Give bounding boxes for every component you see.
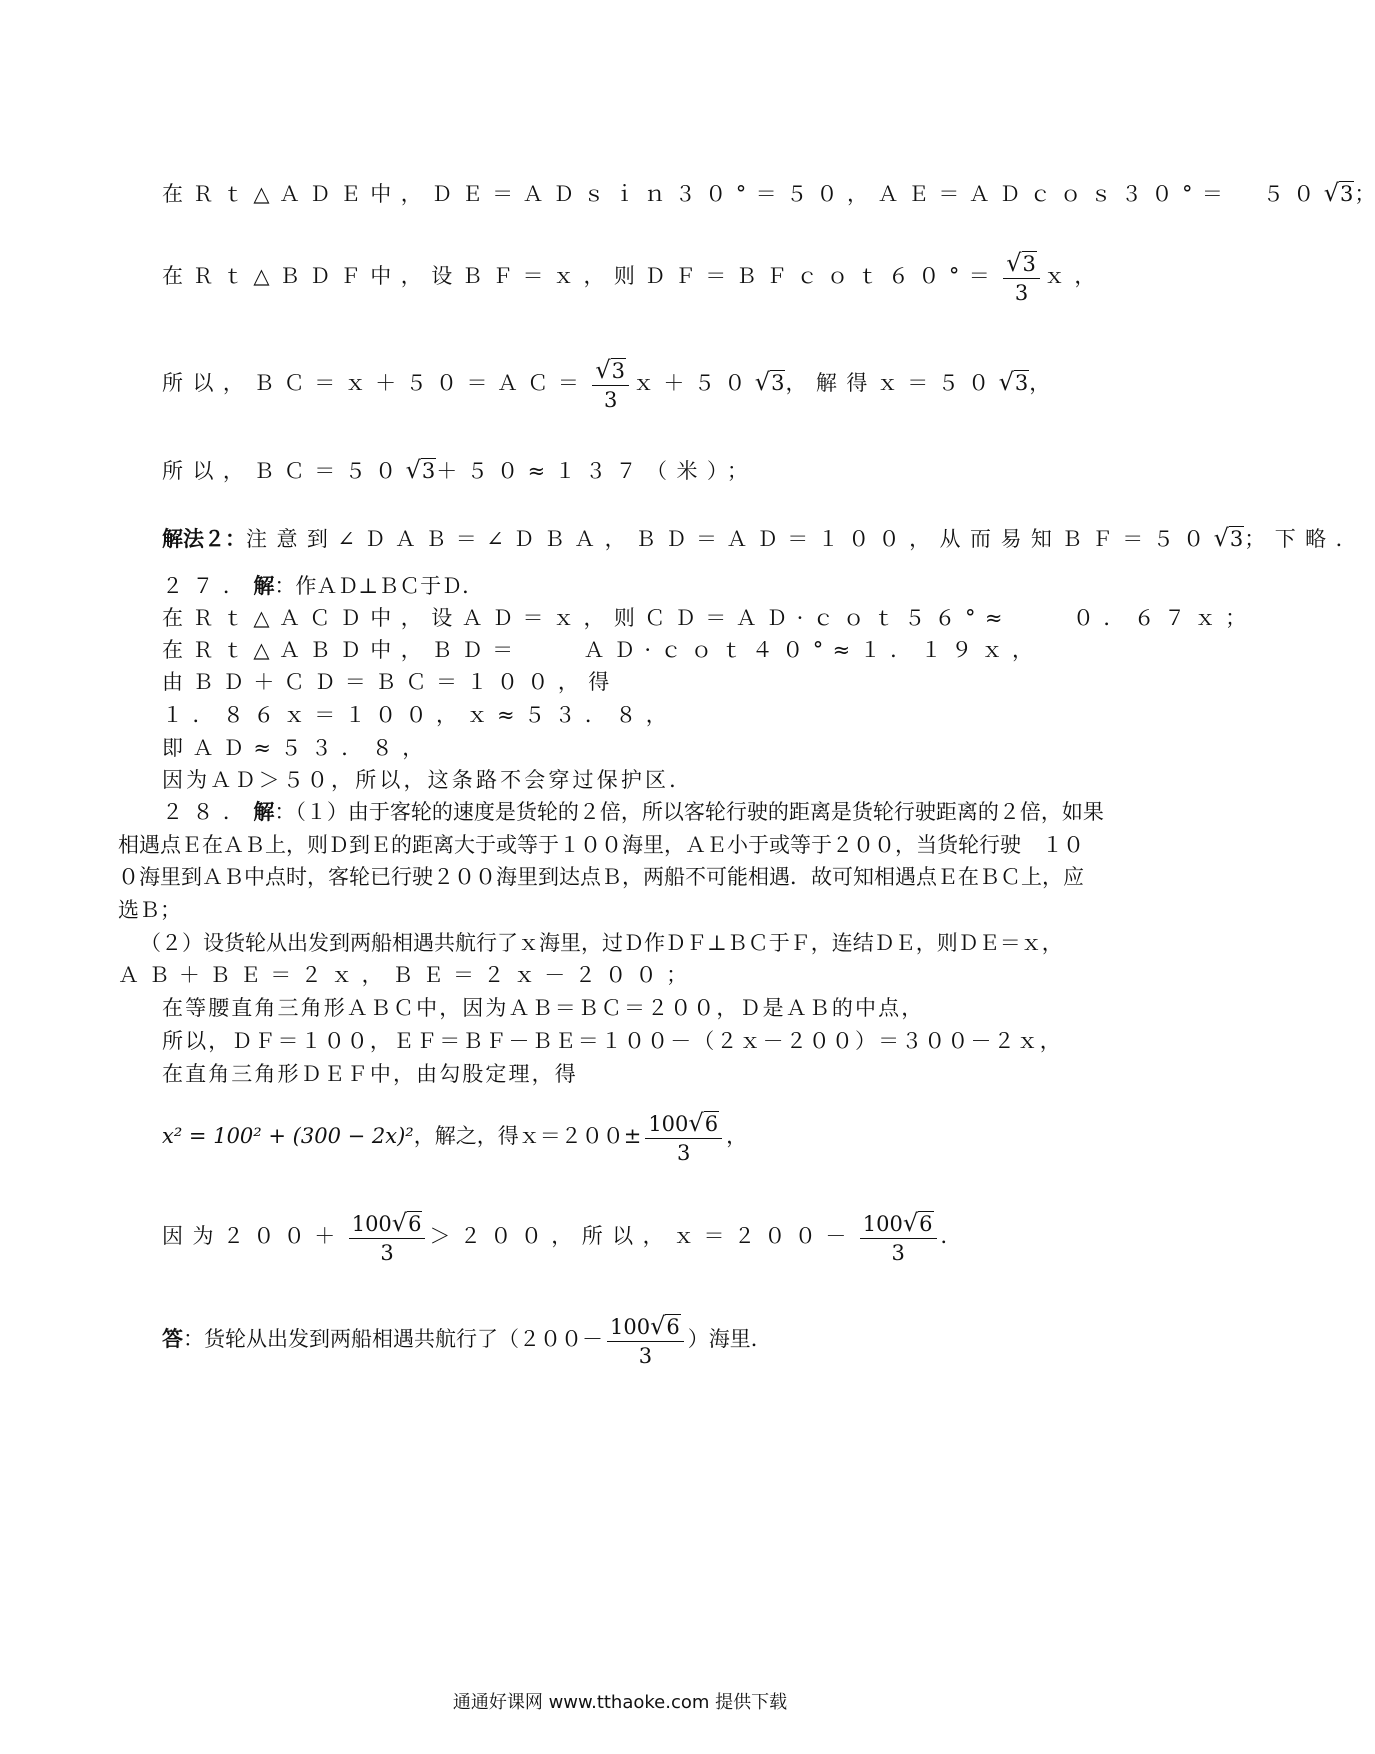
text-line: 选Ｂ； [118, 898, 181, 922]
text-line: ２７．解：作ＡＤ⊥ＢＣ于Ｄ． [162, 573, 484, 598]
text-line: 相遇点Ｅ在ＡＢ上，则Ｄ到Ｅ的距离大于或等于１００海里，ＡＥ小于或等于２００，当货轮行驶 １０ [118, 833, 1084, 857]
text-line: 在Ｒｔ△ＡＤＥ中，ＤＥ＝ＡＤｓｉｎ３０°＝５０，ＡＥ＝ＡＤｃｏｓ３０°＝ ５０√3； [162, 179, 1375, 207]
text-line: 在Ｒｔ△ＢＤＦ中，设ＢＦ＝ｘ，则ＤＦ＝ＢＦｃｏｔ６０°＝ $\frac{√3}{3}$ ｘ， [162, 248, 1105, 305]
equation-line: x² = 100² + (300 − 2x)²，解之，得ｘ＝２００± $\frac{100√6}{3}$ ， [162, 1108, 748, 1165]
text-line: ＡＢ＋ＢＥ＝２ｘ，ＢＥ＝２ｘ－２００； [118, 963, 697, 987]
fraction: $\frac{100√6}{3}$ [607, 1312, 684, 1370]
text-line: 在Ｒｔ△ＡＣＤ中，设ＡＤ＝ｘ，则ＣＤ＝ＡＤ·ｃｏｔ５６°≈ ０．６７ｘ； [162, 606, 1256, 630]
sqrt-expression: √3 [1323, 179, 1354, 207]
text-line: 所以，ＢＣ＝５０√3＋５０≈１３７（米）； [162, 456, 758, 484]
text-line: （２）设货轮从出发到两船相遇共航行了ｘ海里，过Ｄ作ＤＦ⊥ＢＣ于Ｆ，连结ＤＥ，则ＤＥ＝ｘ， [140, 931, 1063, 955]
text-line: 由ＢＤ＋ＣＤ＝ＢＣ＝１００，得 [162, 670, 619, 694]
fraction: $\frac{√3}{3}$ [592, 356, 629, 414]
text-line: ０海里到ＡＢ中点时，客轮已行驶２００海里到达点Ｂ，两船不可能相遇．故可知相遇点Ｅ在ＢＣ上，应 [118, 865, 1084, 889]
text-line: 在直角三角形ＤＥＦ中，由勾股定理，得 [162, 1062, 578, 1086]
fraction: $\frac{100√6}{3}$ [349, 1209, 426, 1267]
text-line: ２８．解：（１）由于客轮的速度是货轮的２倍，所以客轮行驶的距离是货轮行驶距离的２倍，如果 [162, 799, 1104, 824]
text-line: 即ＡＤ≈５３．８， [162, 736, 433, 760]
text-line: 因为ＡＤ＞５０，所以，这条路不会穿过保护区． [162, 768, 694, 792]
fraction: $\frac{100√6}{3}$ [860, 1209, 937, 1267]
fraction: $\frac{√3}{3}$ [1003, 249, 1040, 307]
text-line: 解法２：注意到∠ＤＡＢ＝∠ＤＢＡ，ＢＤ＝ＡＤ＝１００，从而易知ＢＦ＝５０√3；下略． [162, 524, 1367, 552]
footer-text: 通通好课网 www.tthaoke.com 提供下载 [452, 1692, 788, 1713]
text-line: 在Ｒｔ△ＡＢＤ中，ＢＤ＝ ＡＤ·ｃｏｔ４０°≈１．１９ｘ， [162, 638, 1043, 662]
answer-line: 答：货轮从出发到两船相遇共航行了（２００－ $\frac{100√6}{3}$ ）海里． [162, 1311, 772, 1368]
text-line: 所以，ＢＣ＝ｘ＋５０＝ＡＣ＝ $\frac{√3}{3}$ ｘ＋５０√3，解得ｘ＝５０√3， [162, 355, 1051, 412]
fraction: $\frac{100√6}{3}$ [645, 1109, 722, 1167]
equation-line: 因为２００＋ $\frac{100√6}{3}$ ＞２００，所以，ｘ＝２００－ $\frac{100√6}{3}$ ． [162, 1208, 962, 1265]
text-line: 在等腰直角三角形ＡＢＣ中，因为ＡＢ＝ＢＣ＝２００，Ｄ是ＡＢ的中点， [162, 996, 925, 1020]
text-line: 所以，ＤＦ＝１００，ＥＦ＝ＢＦ－ＢＥ＝１００－（２ｘ－２００）＝３００－２ｘ， [162, 1029, 1063, 1053]
text-line: １．８６ｘ＝１００，ｘ≈５３．８， [162, 703, 677, 727]
